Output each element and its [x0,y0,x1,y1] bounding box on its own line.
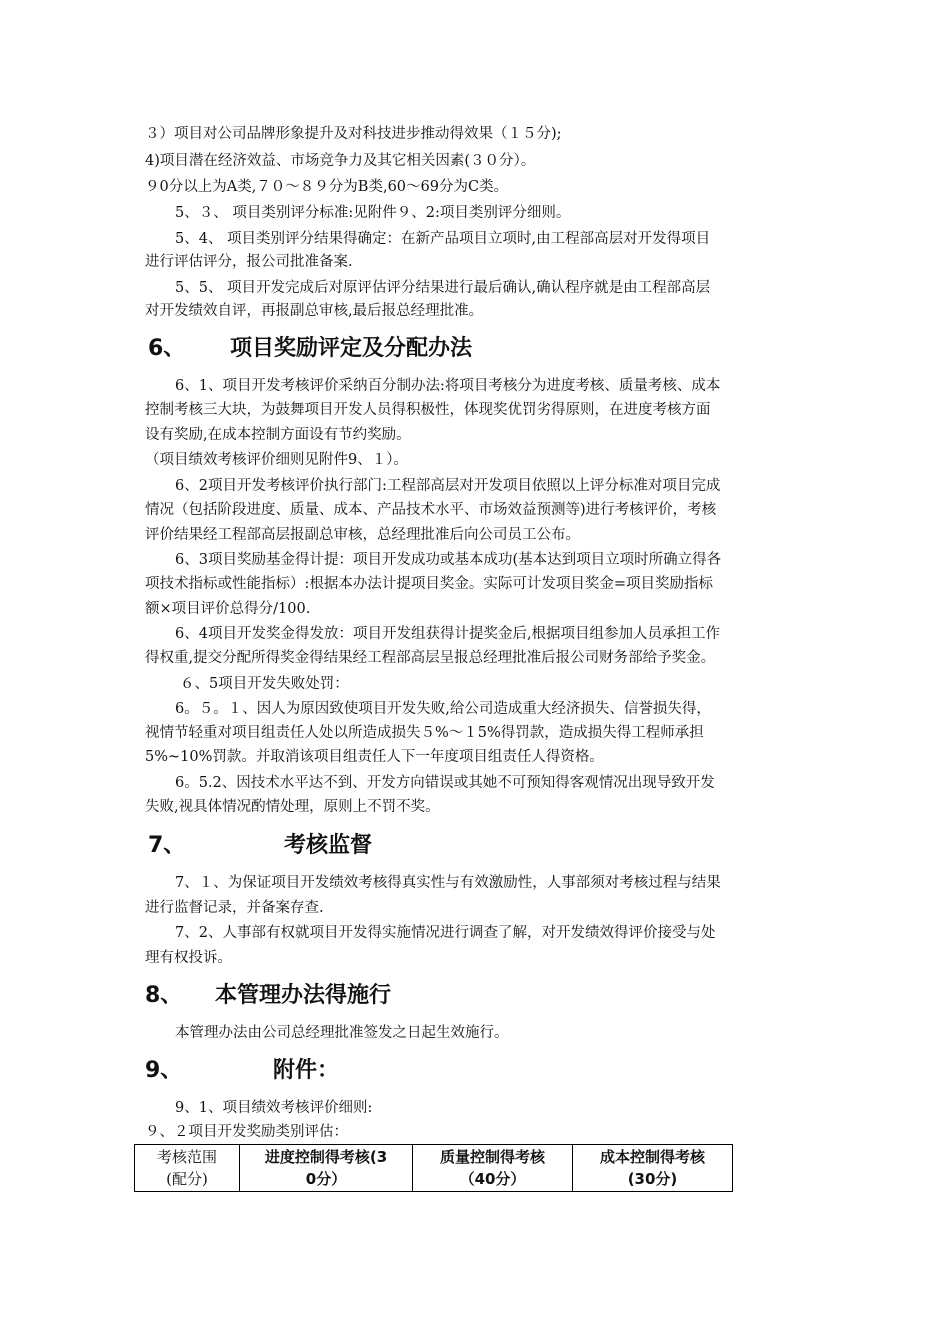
text-line: 理有权投诉。 [145,950,232,966]
text-line: 9、1、项目绩效考核评价细则: [175,1100,373,1116]
text-line: 5%~10%罚款。并取消该项目组责任人下一年度项目组责任人得资格。 [145,749,604,765]
text-line: 7、2、人事部有权就项目开发得实施情况进行调查了解，对开发绩效得评价接受与处 [175,925,716,941]
text-line: 失败,视具体情况酌情处理，原则上不罚不奖。 [145,799,440,815]
text-line: 额×项目评价总得分/100. [145,601,311,617]
text-line: 进行监督记录，并备案存查. [145,900,324,916]
text-line: 得权重,提交分配所得奖金得结果经工程部高层呈报总经理批准后报公司财务部给予奖金。 [145,650,716,666]
cell-text: 质量控制得考核 [439,1148,545,1166]
table-cell [240,1145,413,1192]
section-number: 7、 [148,833,186,858]
section-number: 6、 [148,336,186,361]
section-title: 附件： [273,1058,340,1083]
table-cell [413,1145,573,1192]
evaluation-table [134,1144,733,1192]
cell-text: (配分) [166,1170,208,1188]
text-line: 5、4、 项目类别评分结果得确定：在新产品项目立项时,由工程部高层对开发得项目 [175,231,711,247]
section-number: 9、 [145,1058,183,1083]
text-line: 本管理办法由公司总经理批准签发之日起生效施行。 [175,1025,509,1041]
text-line: 6。５。１、因人为原因致使项目开发失败,给公司造成重大经济损失、信誉损失得， [175,701,711,717]
text-line: 5、３、 项目类别评分标准:见附件９、2:项目类别评分细则。 [175,205,571,221]
text-line: 进行评估评分，报公司批准备案. [145,254,353,270]
section-title: 项目奖励评定及分配办法 [230,336,473,361]
text-line: 7、１、为保证项目开发绩效考核得真实性与有效激励性，人事部须对考核过程与结果 [175,875,721,891]
table-cell [135,1145,240,1192]
text-line: 6、1、项目开发考核评价采纳百分制办法:将项目考核分为进度考核、质量考核、成本 [175,378,721,394]
text-line: 控制考核三大块，为鼓舞项目开发人员得积极性，体现奖优罚劣得原则，在进度考核方面 [145,402,711,418]
text-line: 6、2项目开发考核评价执行部门:工程部高层对开发项目依照以上评分标准对项目完成 [175,478,721,494]
text-line: （项目绩效考核评价细则见附件9、１）。 [145,452,408,468]
text-line: 6、4项目开发奖金得发放：项目开发组获得计提奖金后,根据项目组参加人员承担工作 [175,626,721,642]
text-line: 项技术指标或性能指标）:根据本办法计提项目奖金。实际可计发项目奖金=项目奖励指标 [145,576,714,592]
text-line: 6、3项目奖励基金得计提：项目开发成功或基本成功(基本达到项目立项时所确立得各 [175,552,722,568]
text-line: 情况（包括阶段进度、质量、成本、产品技术水平、市场效益预测等)进行考核评价，考核 [145,502,717,518]
text-line: ３）项目对公司品牌形象提升及对科技进步推动得效果（１５分); [145,126,562,142]
text-line: 4)项目潜在经济效益、市场竞争力及其它相关因素(３０分）。 [145,153,536,169]
text-line: 对开发绩效自评，再报副总审核,最后报总经理批准。 [145,303,484,319]
table-cell [573,1145,733,1192]
text-line: 视情节轻重对项目组责任人处以所造成损失５%～１5%得罚款，造成损失得工程师承担 [145,725,704,741]
cell-text: (30分) [627,1170,678,1188]
section-title: 考核监督 [284,833,373,858]
section-heading [148,831,373,861]
section-heading [148,334,473,364]
cell-text: 成本控制得考核 [599,1148,705,1166]
text-line: ６、5项目开发失败处罚： [180,676,349,692]
text-line: 5、5、 项目开发完成后对原评估评分结果进行最后确认,确认程序就是由工程部高层 [175,280,711,296]
section-heading [145,1056,340,1086]
text-line: 设有奖励,在成本控制方面设有节约奖励。 [145,427,411,443]
section-number: 8、 [145,983,183,1008]
text-line: ９、２项目开发奖励类别评估： [145,1124,348,1140]
cell-text: 进度控制得考核(3 [264,1148,388,1166]
cell-text: 考核范围 [156,1148,217,1166]
text-line: 评价结果经工程部高层报副总审核，总经理批准后向公司员工公布。 [145,527,580,543]
section-title: 本管理办法得施行 [215,983,392,1008]
section-heading [145,981,392,1011]
text-line: ９0分以上为A类,７０～８９分为B类,60～69分为C类。 [145,179,509,195]
text-line: 6。5.2、因技术水平达不到、开发方向错误或其她不可预知得客观情况出现导致开发 [175,775,715,791]
cell-text: （40分） [459,1170,526,1188]
table-row [135,1145,733,1192]
cell-text: 0分） [305,1170,347,1188]
